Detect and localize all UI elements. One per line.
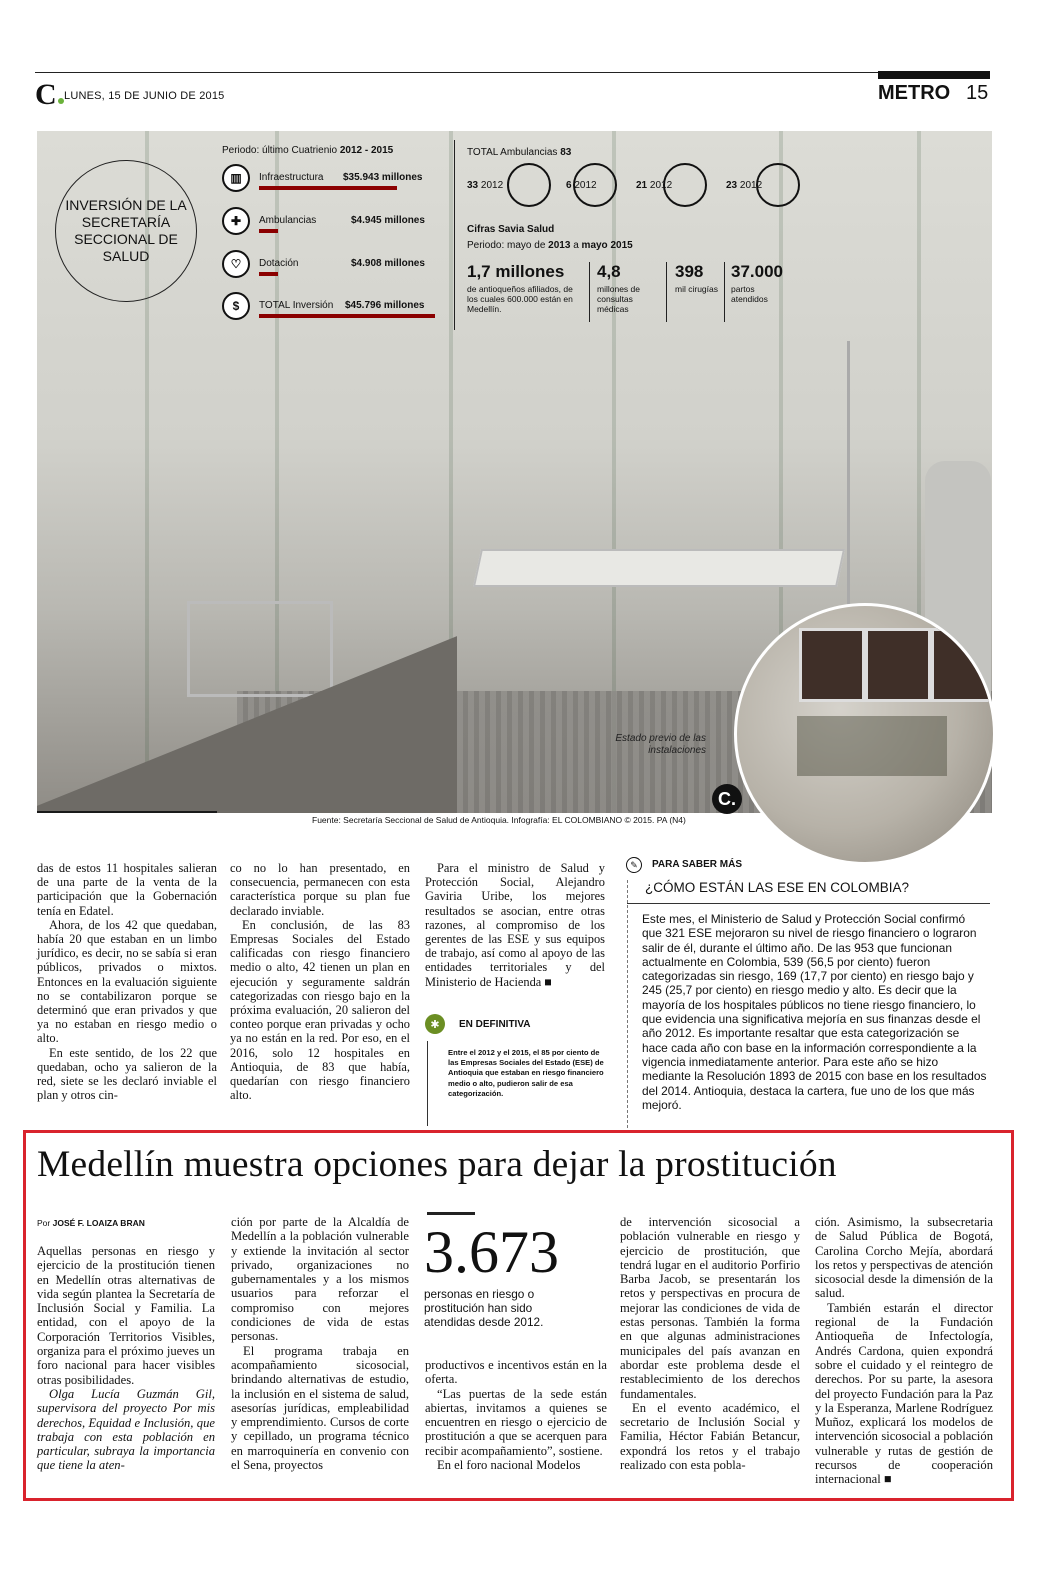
article-column-4: de intervención sicosocial a población vulnerable en riesgo y ejercicio de prostitución, que tendrá lugar en el auditorio Porfirio Barba Jacob, se presentarán los retos y perspectivas en procura de mejorar las condiciones de vida de estas personas. También la forma en que algunas administraciones municipales del país avanzan en abordar este problema desde el restablecimiento de los derechos fundamentales. En el evento académico, el secretario de Inclusión Social y Familia, Héctor Fabián Betancur, expondrá los retos y el trabajo realizado con esta pobla- [620,1215,800,1473]
infra-value: $35.943 millones [343,172,423,183]
pin-icon: ✎ [626,857,642,873]
total-label: TOTAL Inversión [259,300,334,311]
infographic-source: Fuente: Secretaría Seccional de Salud de Antioquia. Infografía: EL COLOMBIANO © 2015. PA (N4) [312,815,686,825]
section-bar [878,71,990,79]
en-definitiva-text: Entre el 2012 y el 2015, el 85 por ciento de las Empresas Sociales del Estado (ESE) de Antioquia que estaban en riesgo financiero medio o alto, pudieron salir de esa categorización. [448,1048,604,1098]
stat-desc: millones de consultas médicas [597,284,640,314]
stat-desc: mil cirugías [675,284,718,294]
ambulances-title: TOTAL Ambulancias 83 [467,147,572,158]
infra-label: Infraestructura [259,172,324,183]
investment-title-circle: INVERSIÓN DE LA SECRETARÍA SECCIONAL DE SALUD [55,160,197,302]
investment-period: Periodo: último Cuatrienio 2012 - 2015 [222,145,394,156]
total-bar [259,314,435,318]
en-definitiva-icon: ✱ [425,1014,445,1034]
stethoscope-icon: ♡ [222,250,250,278]
para-saber-mas-title: ¿CÓMO ESTÁN LAS ESE EN COLOMBIA? [645,880,910,895]
ambulance-count: 23 2012 [726,180,763,191]
newspaper-logo: C [35,80,64,110]
ambulance-bar [259,229,278,233]
stat-desc: partos atendidos [731,284,768,304]
ambulance-count: 21 2012 [636,180,673,191]
dotacion-value: $4.908 millones [351,258,425,269]
infra-bar [259,186,397,190]
top-rule [35,72,990,73]
stat-value: 398 [675,262,704,281]
dotacion-bar [259,272,278,276]
para-saber-mas-label: PARA SABER MÁS [652,859,743,870]
exam-bed [473,549,845,587]
inset-caption: Estado previo de las instalaciones [615,733,706,756]
article-column-1: Aquellas personas en riesgo y ejercicio de la prostitución tienen en Medellín otras alternativas de vida según plantea la Secretaría de Inclusión Social y Familia. La entidad, con el apoyo de la Corporación Territorios Visibles, organiza para el próximo jueves un foro nacional para hacer visibles otras posibilidades. Olga Lucía Guzmán Gil, supervisora del proyecto Por mis derechos, Equidad e Inclusión, que trabaja con esta población en particular, subraya la importancia que tiene la aten- [37,1244,215,1473]
inset-previous-state-photo [734,603,996,865]
article-column-2: ción por parte de la Alcaldía de Medellín a la población vulnerable y extiende la invitación al sector privado, organizaciones no gubernamentales y a los mismos usuarios para reforzar el compromiso con mejores condiciones de vida de estas personas. El programa trabaja en acompañamiento sicosocial, brindando alternativas de estudio, la inclusión en el sistema de salud, asesorías jurídicas, empleabilidad y emprendimiento. Cursos de corte y cepillado, un programa técnico en marroquinería en convenio con el Sena, proyectos [231,1215,409,1473]
stat-value: 37.000 [731,262,783,281]
ambulance-icon: ✚ [222,207,250,235]
ambulance-count: 33 2012 [467,180,504,191]
body-column-2: co no lo han presentado, en consecuencia, permanecen con esta característica porque su plan fue declarado inviable. En conclusión, de las 83 Empresas Sociales del Estado calificadas con riesgo financiero medio o alto, 42 tienen un plan en ejecución y seguramente saldrán categorizadas con riesgo bajo en la próxima evaluación, 20 salieron del conteo porque eran privadas y ocho ya no están en la red. Por eso, en el 2016, solo 12 hospitales en Antioquia, de 83 que había, quedarían con riesgo financiero alto. [230,861,410,1103]
article-headline: Medellín muestra opciones para dejar la prostitución [37,1144,837,1185]
body-column-1: das de estos 11 hospitales salieran de una parte de la venta de la participación que la Gobernación tenía en Edatel. Ahora, de los 42 que quedaban, había 20 que estaban en un limbo jurídico, es decir, no se sabía si eran públicos, privados o mixtos. Entonces en la evaluación siguiente no se contabilizaron porque se determinó que eran privados y que ya no estaban en riesgo medio o alto. En este sentido, de los 22 que quedaban, ocho ya salieron de la red, siete se les declaró inviable el plan y otros cin- [37,861,217,1103]
ambulance-count: 6 2012 [566,180,597,191]
building-icon: ▥ [222,164,250,192]
credit-logo: C. [712,784,742,814]
ambulance-value: $4.945 millones [351,215,425,226]
total-value: $45.796 millones [345,300,425,311]
stat-value: 1,7 millones [467,262,565,281]
article-column-5: ción. Asimismo, la subsecretaria de Salud Pública de Bogotá, Carolina Corcho Mejía, abordará los retos y perspectivas de atención sicosocial desde la dimensión de la salud. También estarán el director regional de la Fundación Antioqueña de Infectología, Andrés Cardona, quien expondrá sobre el cuidado y el reintegro de derechos. Por su parte, la asesora del proyecto Fundación para la Paz y la Esperanza, Marlene Rodríguez Muñoz, explicará los modelos de intervención sicosocial a población vulnerable y rutas de gestión de recursos de cooperación internacional ■ [815,1215,994,1487]
en-definitiva-label: EN DEFINITIVA [459,1019,531,1030]
savia-title: Cifras Savia Salud [467,224,555,235]
stat-desc: de antioqueños afiliados, de los cuales 600.000 están en Medellín. [467,284,573,314]
body-column-3: Para el ministro de Salud y Protección Social, Alejandro Gaviria Uribe, los mejores resultados se asocian, entre otras razones, al compromiso de los gerentes de las ESE y sus equipos de trabajo, así como al apoyo de las entidades territoriales y del Ministerio de Hacienda ■ [425,861,605,989]
big-number-caption: personas en riesgo o prostitución han sido atendidas desde 2012. [424,1287,544,1329]
article-column-3: productivos e incentivos están en la oferta. “Las puertas de la sede están abiertas, invitamos a quienes se encuentren en riesgo o ejercicio de prostitución a que se acerquen para recibir acompañamiento”, sostiene. En el foro nacional Modelos [425,1358,607,1473]
savia-period: Periodo: mayo de 2013 a mayo 2015 [467,240,633,251]
dollar-icon: $ [222,292,250,320]
article-byline: Por JOSÉ F. LOAIZA BRAN [37,1218,145,1228]
section-name: METRO [878,82,951,104]
issue-date: LUNES, 15 DE JUNIO DE 2015 [64,90,225,102]
instrument-tray [187,601,333,697]
big-number: 3.673 [424,1219,559,1285]
sink [37,811,217,813]
page-number: 15 [966,82,989,104]
dotacion-label: Dotación [259,258,299,269]
stat-value: 4,8 [597,262,621,281]
para-saber-mas-text: Este mes, el Ministerio de Salud y Protección Social confirmó que 321 ESE mejoraron su nivel de riesgo financiero o lograron salir de él, durante el último año. De las 953 que funcionan actualmente en Colombia, 539 (56,5 por ciento) fueron categorizadas sin riesgo, 169 (17,7 por ciento) en riesgo bajo y 245 (25,7 por ciento) en riesgo medio y alto. Es decir que la mayoría de los hospitales públicos no tiene riesgo financiero, lo que evidencia una significativa mejoría en sus finanzas desde el año 2012. Es importante resaltar que esta categorización se hace cada año con base en la información correspondiente a la vigencia inmediatamente anterior. Para este año se hizo mediante la Resolución 1893 de 2015 con base en los resultados del 2014. Antioquia, destaca la cartera, fue uno de los que más mejoró. [642,912,987,1112]
ambulance-label: Ambulancias [259,215,317,226]
